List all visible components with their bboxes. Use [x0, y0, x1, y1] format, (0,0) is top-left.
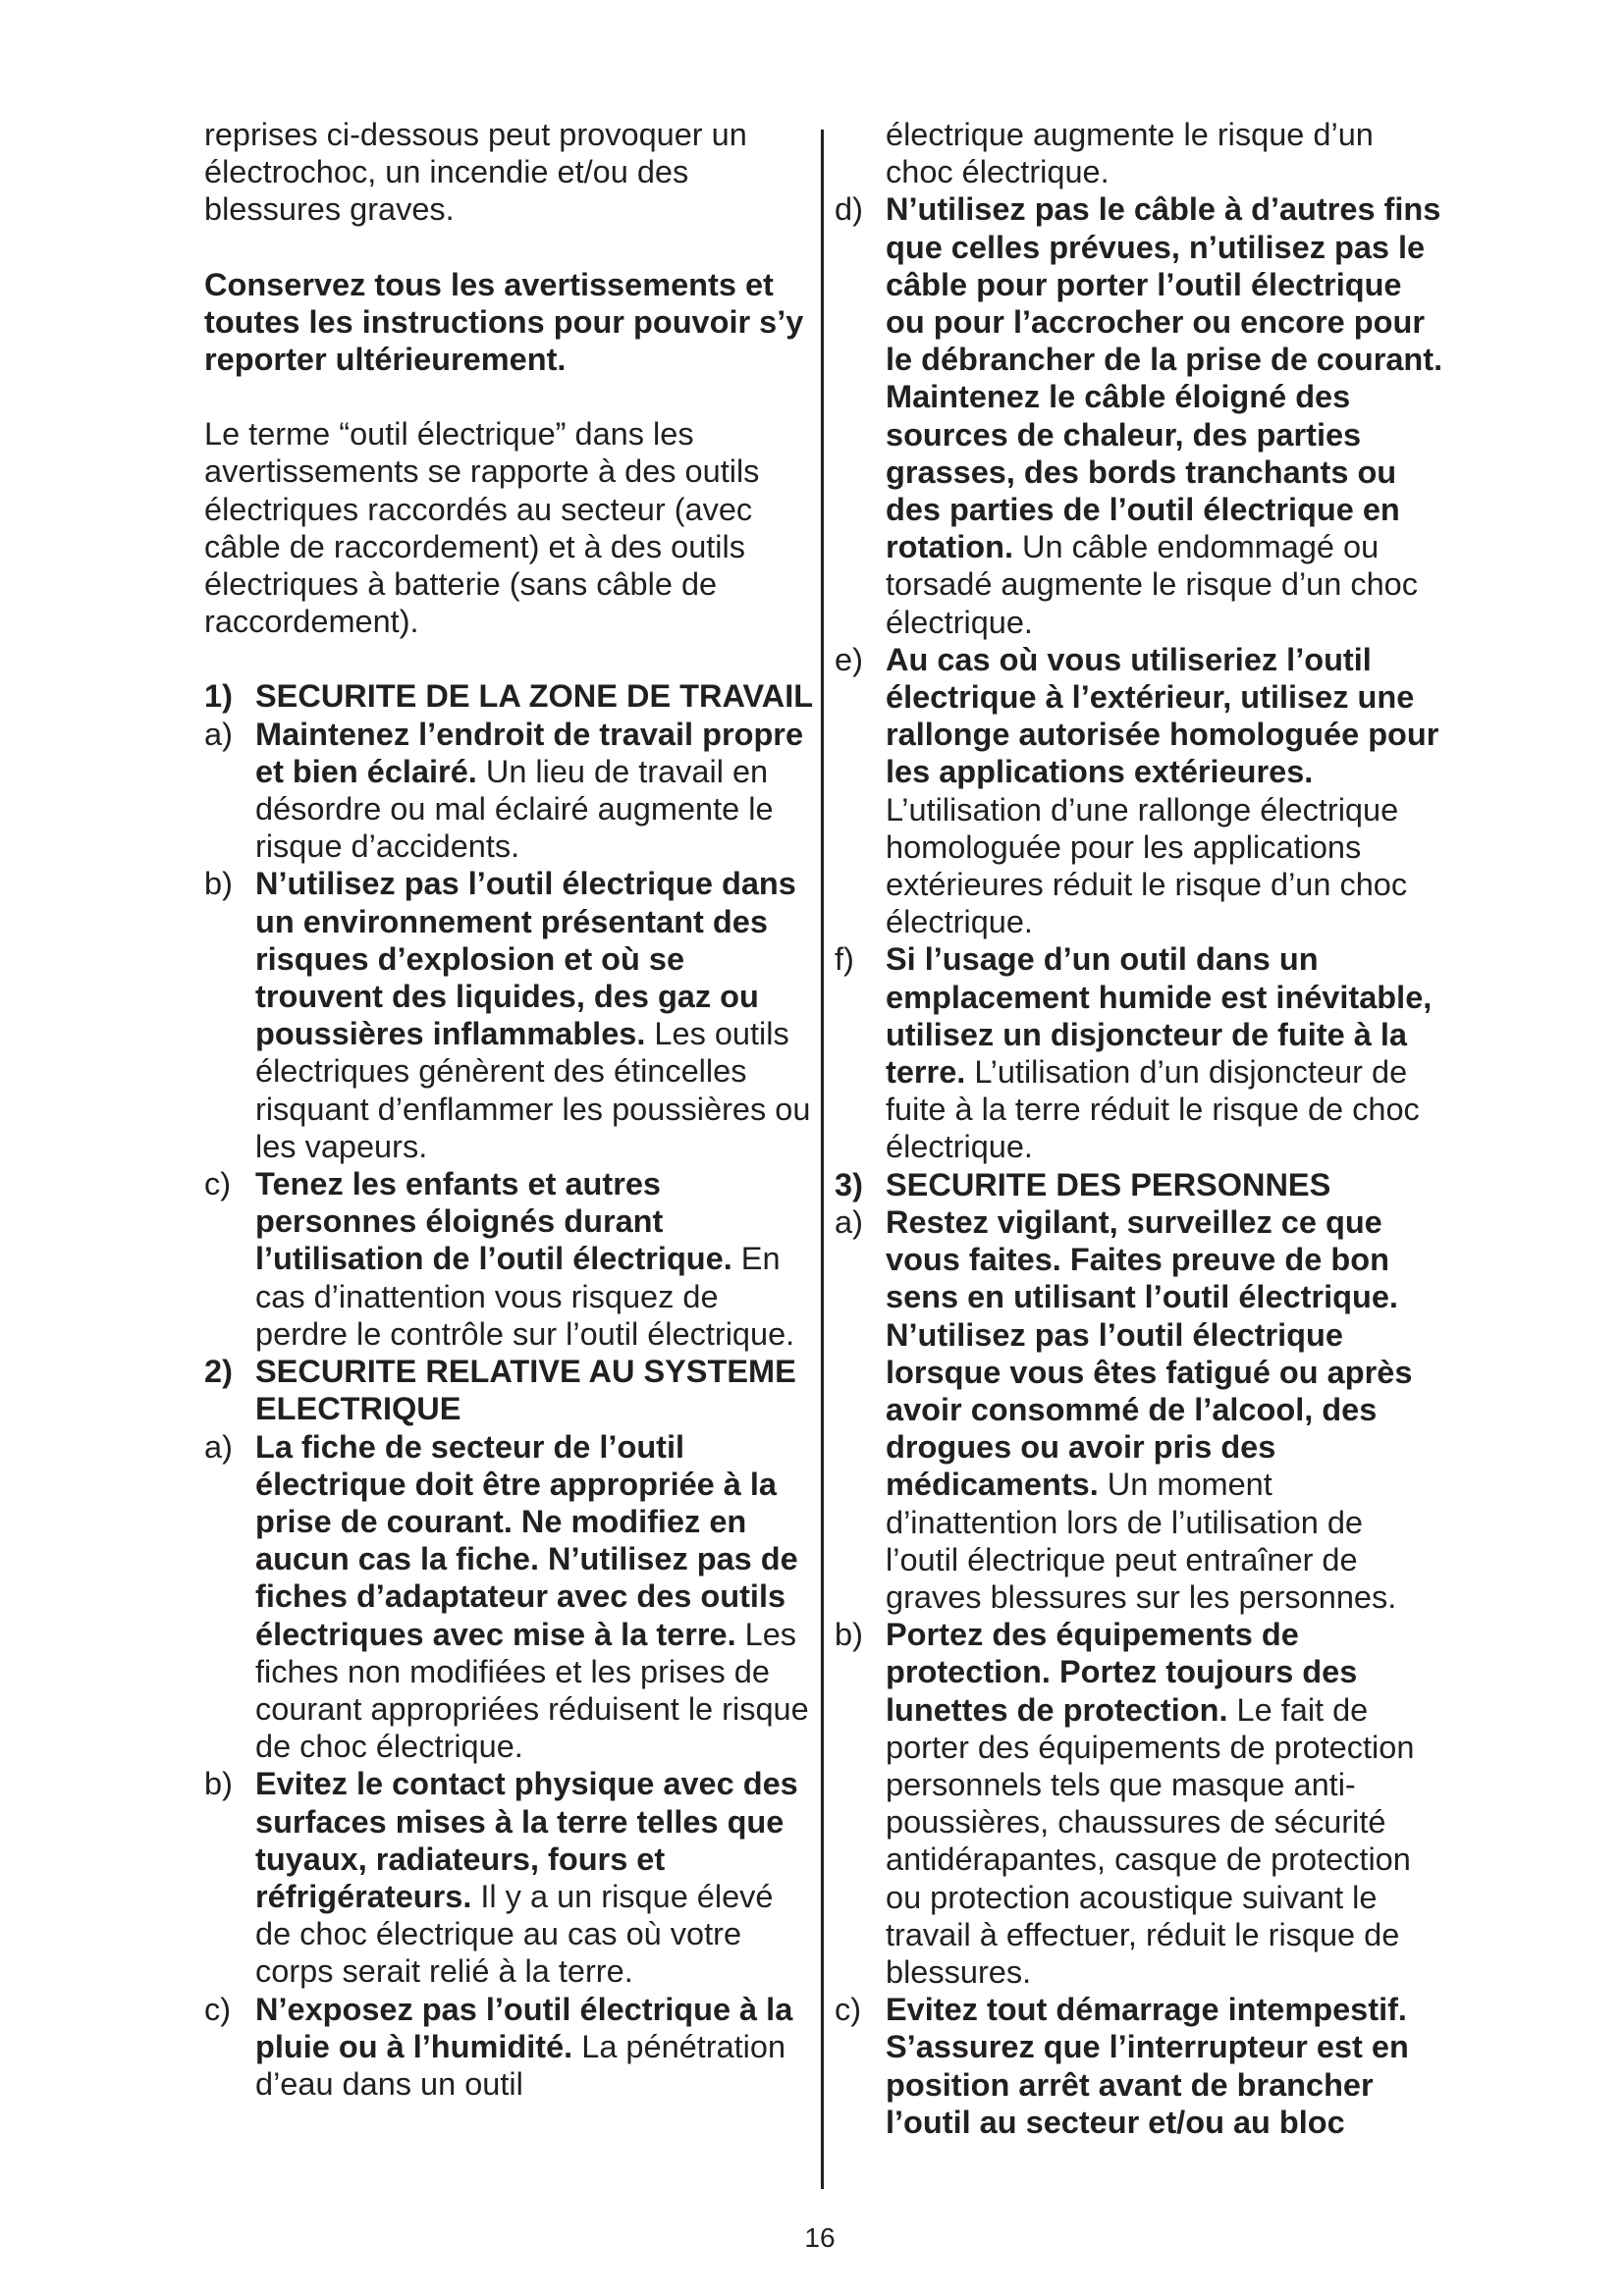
continued-text: électrique augmente le risque d’un choc électrique.: [886, 117, 1374, 190]
section-number: 3): [835, 1166, 863, 1202]
list-item: [835, 641, 1443, 941]
item-bold-text: Restez vigilant, surveillez ce que vous faites. Faites preuve de bon sens en utilisant l’outil électrique. N’utilisez pas l’outil électrique lorsque vous êtes fatigué ou après avoir consommé de l’alcool, des drogues ou avoir pris des médicaments.: [886, 1203, 1413, 1503]
section-number: 1): [204, 678, 233, 715]
item-label: a): [835, 1203, 863, 1240]
page-number: 16: [804, 2222, 836, 2253]
item-text: Un lieu de travail en désordre ou mal éclairé augmente le risque d’accidents.: [255, 753, 774, 865]
intro-paragraph: reprises ci-dessous peut provoquer un électrochoc, un incendie et/ou des blessures graves.: [204, 117, 747, 228]
item-bold-text: N’utilisez pas l’outil électrique dans un environnement présentant des risques d’explosion et où se trouvent des liquides, des gaz ou poussières inflammables.: [255, 866, 796, 1052]
item-label: b): [204, 1766, 233, 1802]
item-label: d): [835, 191, 863, 228]
definition-paragraph: Le terme “outil électrique” dans les avertissements se rapporte à des outils électriques raccordés au secteur (avec câble de raccordement) et à des outils électriques à batterie (sans câble de raccordement).: [204, 416, 760, 640]
item-text: Il y a un risque élevé de choc électrique au cas où votre corps serait relié à la terre.: [255, 1878, 774, 1990]
list-item: [835, 1203, 1443, 1616]
item-label: c): [835, 1992, 862, 2028]
item-label: c): [204, 1991, 232, 2027]
list-item: [204, 865, 815, 1165]
item-label: e): [835, 641, 863, 677]
section-title: SECURITE RELATIVE AU SYSTEME ELECTRIQUE: [255, 1354, 796, 1427]
list-item: [204, 1428, 815, 1766]
item-bold-text: Evitez tout démarrage intempestif. S’assurez que l’interrupteur est en position arrêt avant de brancher l’outil au secteur et/ou au bloc: [886, 1992, 1409, 2140]
item-bold-text: N’utilisez pas le câble à d’autres fins que celles prévues, n’utilisez pas le câble pour porter l’outil électrique ou pour l’accrocher ou encore pour le débrancher de la prise de courant. Maintenez le câble éloigné des sources de chaleur, des parties grasses, des bords tranchants ou des parties de l’outil électrique en rotation.: [886, 191, 1443, 565]
left-column: [204, 116, 815, 2103]
section-number: 2): [204, 1354, 233, 1390]
list-item: [204, 716, 815, 866]
list-item: [835, 940, 1443, 1165]
item-bold-text: Tenez les enfants et autres personnes éloignés durant l’utilisation de l’outil électrique.: [255, 1166, 732, 1277]
item-text: En cas d’inattention vous risquez de perdre le contrôle sur l’outil électrique.: [255, 1241, 795, 1352]
item-text: Les fiches non modifiées et les prises de courant appropriées réduisent le risque de choc électrique.: [255, 1616, 809, 1765]
right-column: [835, 116, 1443, 2141]
section-3-heading: [835, 1166, 1443, 1203]
item-label: b): [204, 866, 233, 902]
section-1-heading: [204, 677, 815, 715]
list-item: [835, 1991, 1443, 2141]
item-bold-text: La fiche de secteur de l’outil électrique doit être appropriée à la prise de courant. Ne modifiez en aucun cas la fiche. N’utilisez pas de fiches d’adaptateur avec des outils électriques avec mise à la terre.: [255, 1428, 798, 1652]
item-label: a): [204, 716, 233, 752]
item-bold-text: N’exposez pas l’outil électrique à la pluie ou à l’humidité.: [255, 1991, 793, 2064]
list-item: [835, 1616, 1443, 1991]
item-bold-text: Portez des équipements de protection. Portez toujours des lunettes de protection.: [886, 1617, 1358, 1728]
item-bold-text: Si l’usage d’un outil dans un emplacement humide est inévitable, utilisez un disjoncteur de fuite à la terre.: [886, 941, 1433, 1091]
item-text: Le fait de porter des équipements de protection personnels tels que masque anti-poussières, chaussures de sécurité antidérapantes, casque de protection ou protection acoustique suivant le travail à effectuer, réduit le risque de blessures.: [886, 1691, 1415, 1990]
item-text: La pénétration d’eau dans un outil: [255, 2028, 786, 2102]
item-label: b): [835, 1617, 863, 1653]
column-divider: [821, 130, 824, 2189]
item-text: Un câble endommagé ou torsadé augmente le risque d’un choc électrique.: [886, 529, 1419, 640]
item-text: L’utilisation d’une rallonge électrique homologuée pour les applications extérieures réduit le risque d’un choc électrique.: [886, 791, 1408, 940]
keep-instructions-note: Conservez tous les avertissements et toutes les instructions pour pouvoir s’y reporter ultérieurement.: [204, 266, 804, 378]
item-text: Un moment d’inattention lors de l’utilisation de l’outil électrique peut entraîner de graves blessures sur les personnes.: [886, 1467, 1397, 1615]
item-label: a): [204, 1428, 233, 1465]
list-item: [204, 1991, 815, 2104]
item-label: c): [204, 1166, 232, 1202]
item-bold-text: Au cas où vous utiliseriez l’outil électrique à l’extérieur, utilisez une rallonge autorisée homologuée pour les applications extérieures.: [886, 641, 1439, 790]
item-text: L’utilisation d’un disjoncteur de fuite à la terre réduit le risque de choc électrique.: [886, 1054, 1420, 1165]
item-text: Les outils électriques génèrent des étincelles risquant d’enflammer les poussières ou les vapeurs.: [255, 1016, 811, 1164]
list-item: [204, 1165, 815, 1353]
list-item: [204, 1765, 815, 1990]
section-2-heading: [204, 1353, 815, 1427]
item-label: f): [835, 941, 854, 978]
section-title: SECURITE DES PERSONNES: [886, 1166, 1331, 1202]
item-bold-text: Evitez le contact physique avec des surfaces mises à la terre telles que tuyaux, radiateurs, fours et réfrigérateurs.: [255, 1766, 798, 1914]
item-bold-text: Maintenez l’endroit de travail propre et bien éclairé.: [255, 716, 804, 789]
list-item: [835, 190, 1443, 640]
section-title: SECURITE DE LA ZONE DE TRAVAIL: [255, 678, 814, 715]
